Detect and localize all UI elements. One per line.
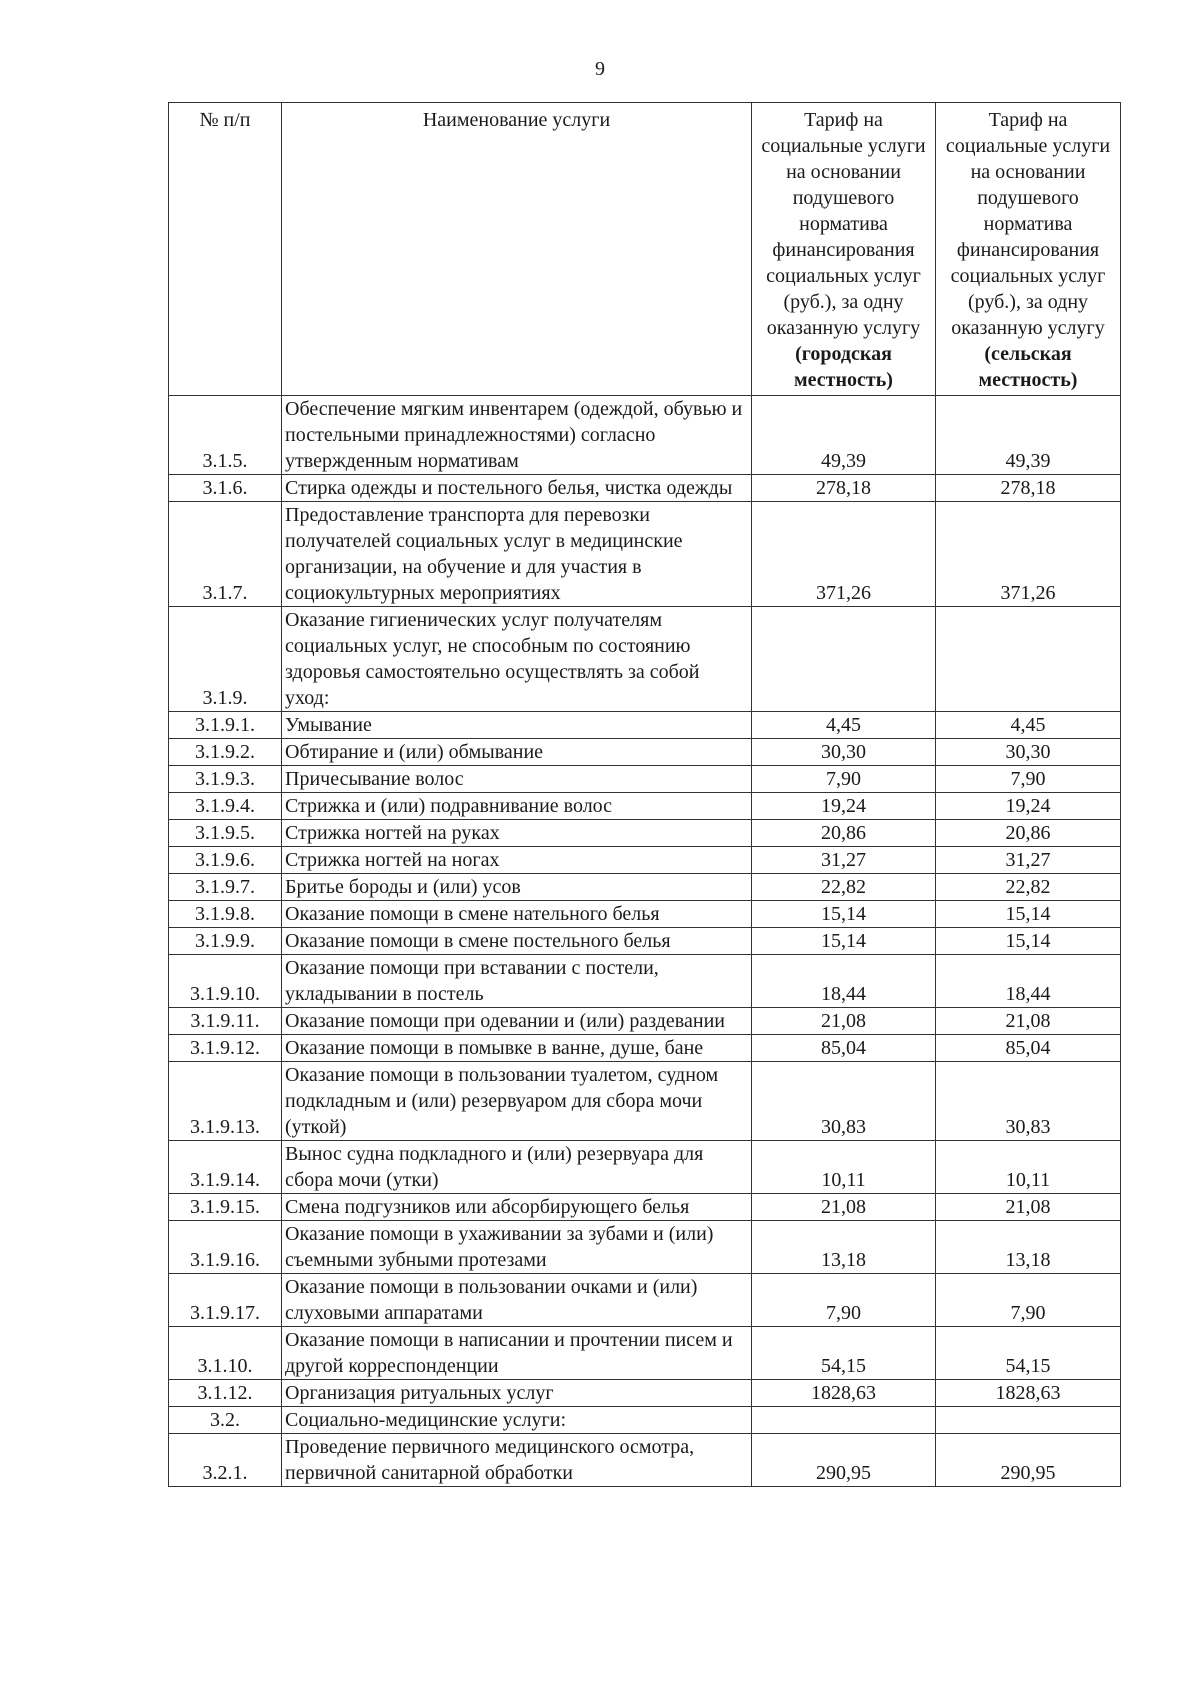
row-number: 3.1.9.4.	[169, 793, 282, 820]
row-tariff-city: 18,44	[752, 955, 936, 1008]
row-service-name: Бритье бороды и (или) усов	[282, 874, 752, 901]
row-tariff-city: 49,39	[752, 396, 936, 475]
row-tariff-rural: 13,18	[936, 1221, 1121, 1274]
row-tariff-city: 13,18	[752, 1221, 936, 1274]
row-number: 3.1.9.15.	[169, 1194, 282, 1221]
table-row	[169, 607, 1121, 712]
row-tariff-rural: 290,95	[936, 1434, 1121, 1487]
table-body	[169, 396, 1121, 1487]
row-number: 3.2.1.	[169, 1434, 282, 1487]
row-service-name: Оказание помощи в смене нательного белья	[282, 901, 752, 928]
row-number: 3.1.9.5.	[169, 820, 282, 847]
row-number: 3.1.7.	[169, 502, 282, 607]
row-tariff-rural: 21,08	[936, 1194, 1121, 1221]
row-tariff-rural: 7,90	[936, 1274, 1121, 1327]
row-service-name: Вынос судна подкладного и (или) резервуара для сбора мочи (утки)	[282, 1141, 752, 1194]
row-service-name: Умывание	[282, 712, 752, 739]
header-tariff-city-area: (городская местность)	[794, 343, 893, 391]
row-tariff-rural: 49,39	[936, 396, 1121, 475]
row-tariff-city: 278,18	[752, 475, 936, 502]
row-tariff-city: 7,90	[752, 1274, 936, 1327]
row-number: 3.1.9.11.	[169, 1008, 282, 1035]
row-tariff-rural: 22,82	[936, 874, 1121, 901]
row-service-name: Оказание гигиенических услуг получателям социальных услуг, не способным по состоянию здоровья самостоятельно осуществлять за собой уход:	[282, 607, 752, 712]
row-tariff-rural: 85,04	[936, 1035, 1121, 1062]
table-row	[169, 820, 1121, 847]
row-tariff-city: 4,45	[752, 712, 936, 739]
row-tariff-city	[752, 607, 936, 712]
row-tariff-city: 21,08	[752, 1008, 936, 1035]
row-tariff-rural: 19,24	[936, 793, 1121, 820]
table-header-row	[169, 103, 1121, 396]
row-number: 3.1.9.12.	[169, 1035, 282, 1062]
row-tariff-city: 15,14	[752, 901, 936, 928]
row-tariff-rural: 30,30	[936, 739, 1121, 766]
row-number: 3.1.9.7.	[169, 874, 282, 901]
table-row	[169, 475, 1121, 502]
table-row	[169, 1434, 1121, 1487]
table-row	[169, 1327, 1121, 1380]
table-row	[169, 1062, 1121, 1141]
row-number: 3.1.9.1.	[169, 712, 282, 739]
table-row	[169, 739, 1121, 766]
table-row	[169, 955, 1121, 1008]
table-row	[169, 502, 1121, 607]
row-tariff-rural: 15,14	[936, 901, 1121, 928]
row-tariff-city: 21,08	[752, 1194, 936, 1221]
row-service-name: Оказание помощи в пользовании туалетом, судном подкладным и (или) резервуаром для сбора мочи (уткой)	[282, 1062, 752, 1141]
row-service-name: Оказание помощи в пользовании очками и (или) слуховыми аппаратами	[282, 1274, 752, 1327]
row-tariff-city: 10,11	[752, 1141, 936, 1194]
row-service-name: Оказание помощи в помывке в ванне, душе, бане	[282, 1035, 752, 1062]
row-tariff-city: 30,83	[752, 1062, 936, 1141]
row-tariff-city: 7,90	[752, 766, 936, 793]
row-tariff-city: 15,14	[752, 928, 936, 955]
row-tariff-rural	[936, 1407, 1121, 1434]
row-service-name: Смена подгузников или абсорбирующего белья	[282, 1194, 752, 1221]
row-tariff-city: 54,15	[752, 1327, 936, 1380]
table-row	[169, 1194, 1121, 1221]
row-service-name: Стрижка ногтей на руках	[282, 820, 752, 847]
table-row	[169, 1274, 1121, 1327]
row-tariff-rural: 278,18	[936, 475, 1121, 502]
row-tariff-rural: 371,26	[936, 502, 1121, 607]
row-tariff-rural: 4,45	[936, 712, 1121, 739]
row-number: 3.1.5.	[169, 396, 282, 475]
table-row	[169, 847, 1121, 874]
row-service-name: Предоставление транспорта для перевозки получателей социальных услуг в медицинские организации, на обучение и для участия в социокультурных мероприятиях	[282, 502, 752, 607]
row-tariff-rural: 10,11	[936, 1141, 1121, 1194]
tariff-table	[168, 102, 1121, 1487]
row-number: 3.1.9.8.	[169, 901, 282, 928]
row-service-name: Оказание помощи при одевании и (или) раздевании	[282, 1008, 752, 1035]
row-service-name: Оказание помощи в смене постельного белья	[282, 928, 752, 955]
header-tariff-city	[752, 103, 936, 396]
row-tariff-rural: 54,15	[936, 1327, 1121, 1380]
table-row	[169, 766, 1121, 793]
page-number: 9	[595, 58, 605, 80]
table-row	[169, 901, 1121, 928]
table-row	[169, 712, 1121, 739]
table-row	[169, 793, 1121, 820]
row-tariff-rural: 21,08	[936, 1008, 1121, 1035]
row-tariff-rural: 20,86	[936, 820, 1121, 847]
row-number: 3.1.9.2.	[169, 739, 282, 766]
row-tariff-rural	[936, 607, 1121, 712]
row-service-name: Стрижка и (или) подравнивание волос	[282, 793, 752, 820]
row-tariff-rural: 1828,63	[936, 1380, 1121, 1407]
row-number: 3.1.9.10.	[169, 955, 282, 1008]
table-row	[169, 1407, 1121, 1434]
row-number: 3.1.9.14.	[169, 1141, 282, 1194]
row-tariff-city: 290,95	[752, 1434, 936, 1487]
row-number: 3.1.12.	[169, 1380, 282, 1407]
header-tariff-rural-text: Тариф на социальные услуги на основании подушевого норматива финансирования социальных услуг (руб.), за одну оказанную услугу	[945, 109, 1111, 339]
row-service-name: Причесывание волос	[282, 766, 752, 793]
row-number: 3.1.9.6.	[169, 847, 282, 874]
table-row	[169, 1008, 1121, 1035]
row-tariff-city: 20,86	[752, 820, 936, 847]
row-service-name: Оказание помощи при вставании с постели, укладывании в постель	[282, 955, 752, 1008]
row-tariff-city: 371,26	[752, 502, 936, 607]
row-service-name: Оказание помощи в написании и прочтении писем и другой корреспонденции	[282, 1327, 752, 1380]
row-service-name: Оказание помощи в ухаживании за зубами и (или) съемными зубными протезами	[282, 1221, 752, 1274]
row-service-name: Социально-медицинские услуги:	[282, 1407, 752, 1434]
row-number: 3.1.9.16.	[169, 1221, 282, 1274]
row-number: 3.1.10.	[169, 1327, 282, 1380]
row-service-name: Стирка одежды и постельного белья, чистка одежды	[282, 475, 752, 502]
row-number: 3.1.9.	[169, 607, 282, 712]
row-number: 3.1.9.13.	[169, 1062, 282, 1141]
row-number: 3.1.9.3.	[169, 766, 282, 793]
row-tariff-city: 22,82	[752, 874, 936, 901]
row-tariff-rural: 18,44	[936, 955, 1121, 1008]
header-service-name: Наименование услуги	[282, 103, 752, 396]
table-row	[169, 396, 1121, 475]
header-number: № п/п	[169, 103, 282, 396]
table-row	[169, 928, 1121, 955]
row-tariff-rural: 30,83	[936, 1062, 1121, 1141]
row-number: 3.1.9.9.	[169, 928, 282, 955]
row-number: 3.2.	[169, 1407, 282, 1434]
row-service-name: Обеспечение мягким инвентарем (одеждой, обувью и постельными принадлежностями) согласно утвержденным нормативам	[282, 396, 752, 475]
row-number: 3.1.6.	[169, 475, 282, 502]
row-tariff-city: 85,04	[752, 1035, 936, 1062]
header-tariff-rural-area: (сельская местность)	[978, 343, 1078, 391]
row-tariff-city	[752, 1407, 936, 1434]
table-row	[169, 1035, 1121, 1062]
table-row	[169, 1221, 1121, 1274]
table-row	[169, 874, 1121, 901]
header-tariff-rural	[936, 103, 1121, 396]
header-tariff-city-text: Тариф на социальные услуги на основании подушевого норматива финансирования социальных услуг (руб.), за одну оказанную услугу	[761, 109, 926, 339]
row-tariff-city: 1828,63	[752, 1380, 936, 1407]
row-tariff-rural: 15,14	[936, 928, 1121, 955]
row-service-name: Проведение первичного медицинского осмотра, первичной санитарной обработки	[282, 1434, 752, 1487]
row-tariff-city: 19,24	[752, 793, 936, 820]
row-tariff-city: 31,27	[752, 847, 936, 874]
row-tariff-rural: 7,90	[936, 766, 1121, 793]
table-row	[169, 1141, 1121, 1194]
row-service-name: Обтирание и (или) обмывание	[282, 739, 752, 766]
row-tariff-rural: 31,27	[936, 847, 1121, 874]
table-row	[169, 1380, 1121, 1407]
row-tariff-city: 30,30	[752, 739, 936, 766]
row-service-name: Организация ритуальных услуг	[282, 1380, 752, 1407]
row-number: 3.1.9.17.	[169, 1274, 282, 1327]
row-service-name: Стрижка ногтей на ногах	[282, 847, 752, 874]
